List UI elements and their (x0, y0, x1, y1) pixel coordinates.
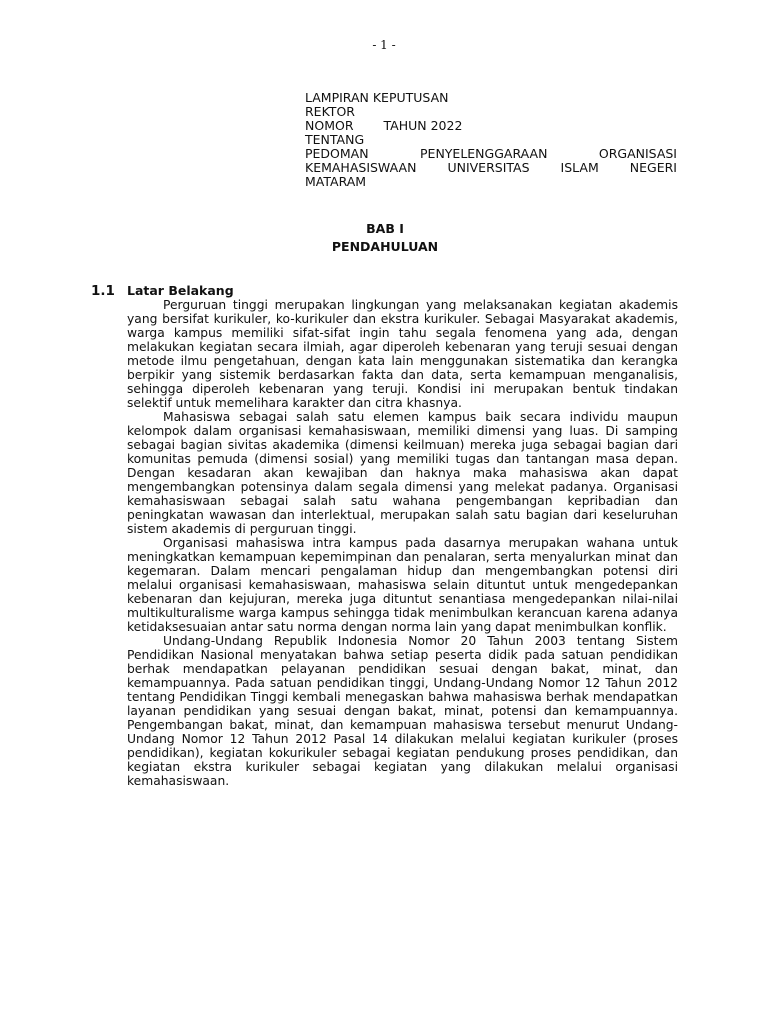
section-title: Latar Belakang (127, 283, 234, 298)
header-line-lampiran: LAMPIRAN KEPUTUSAN (305, 90, 449, 105)
chapter-label: BAB I (366, 221, 404, 236)
page-number: - 1 - (372, 38, 396, 52)
chapter-heading (310, 220, 460, 256)
header-line-nomor (305, 119, 677, 133)
section-number: 1.1 (91, 283, 115, 299)
section-body (127, 298, 678, 788)
chapter-title: PENDAHULUAN (331, 239, 439, 254)
header-title-line-2: KEMAHASISWAAN UNIVERSITAS ISLAM NEGERI (305, 160, 677, 175)
header-title-line-1: PEDOMAN PENYELENGGARAAN ORGANISASI (305, 146, 677, 161)
paragraph: Organisasi mahasiswa intra kampus pada dasarnya merupakan wahana untuk meningkatkan kemampuan kepemimpinan dan penalaran, serta menyalurkan minat dan kegemaran. Dalam mencari pengalaman hidup dan mengembangkan potensi diri melalui organisasi kemahasiswaan, mahasiswa selain dituntut untuk mengedepankan kebenaran dan kejujuran, mereka juga dituntut senantiasa mengedepankan nilai-nilai multikulturalisme warga kampus sehingga tidak menimbulkan kerancuan karena adanya ketidaksesuaian antar satu norma dengan norma lain yang dapat menimbulkan konflik. (127, 536, 678, 634)
header-line-rektor: REKTOR (305, 104, 355, 119)
header-title-line-3: MATARAM (305, 174, 367, 189)
paragraph: Perguruan tinggi merupakan lingkungan yang melaksanakan kegiatan akademis yang bersifat kurikuler, ko-kurikuler dan ekstra kurikuler. Sebagai Masyarakat akademis, warga kampus memiliki sifat-sifat ingin tahu segala fenomena yang ada, dengan melakukan kegiatan secara ilmiah, agar diperoleh kebenaran yang teruji sesuai dengan metode ilmu pengetahuan, dengan kata lain menggunakan sistematika dan kerangka berpikir yang sistemik berdasarkan fakta dan data, serta kemampuan menganalisis, sehingga diperoleh kebenaran yang teruji. Kondisi ini merupakan bentuk tindakan selektif untuk memelihara karakter dan citra khasnya. (127, 298, 678, 410)
nomor-label: NOMOR (305, 118, 354, 133)
paragraph: Undang-Undang Republik Indonesia Nomor 20 Tahun 2003 tentang Sistem Pendidikan Nasional menyatakan bahwa setiap peserta didik pada satuan pendidikan berhak mendapatkan pelayanan pendidikan sesuai dengan bakat, minat, dan kemampuannya. Pada satuan pendidikan tinggi, Undang-Undang Nomor 12 Tahun 2012 tentang Pendidikan Tinggi kembali menegaskan bahwa mahasiswa berhak mendapatkan layanan pendidikan yang sesuai dengan bakat, minat, potensi dan kemampuannya. Pengembangan bakat, minat, dan kemampuan mahasiswa tersebut menurut Undang-Undang Nomor 12 Tahun 2012 Pasal 14 dilakukan melalui kegiatan kurikuler (proses pendidikan), kegiatan kokurikuler sebagai kegiatan pendukung proses pendidikan, dan kegiatan ekstra kurikuler sebagai kegiatan yang dilakukan melalui organisasi kemahasiswaan. (127, 634, 678, 788)
section-heading (91, 284, 234, 298)
header-line-tentang: TENTANG (305, 132, 365, 147)
decree-header (305, 91, 677, 189)
paragraph: Mahasiswa sebagai salah satu elemen kampus baik secara individu maupun kelompok dalam organisasi kemahasiswaan, memiliki dimensi yang luas. Di samping sebagai bagian sivitas akademika (dimensi keilmuan) mereka juga sebagai bagian dari komunitas pemuda (dimensi sosial) yang memiliki tugas dan tantangan masa depan. Dengan kesadaran akan kewajiban dan haknya maka mahasiswa akan dapat mengembangkan potensinya dalam segala dimensi yang melekat padanya. Organisasi kemahasiswaan sebagai salah satu wahana pengembangan kepribadian dan peningkatan wawasan dan interlektual, merupakan salah satu bagian dari keseluruhan sistem akademis di perguruan tinggi. (127, 410, 678, 536)
nomor-value: TAHUN 2022 (383, 118, 463, 133)
